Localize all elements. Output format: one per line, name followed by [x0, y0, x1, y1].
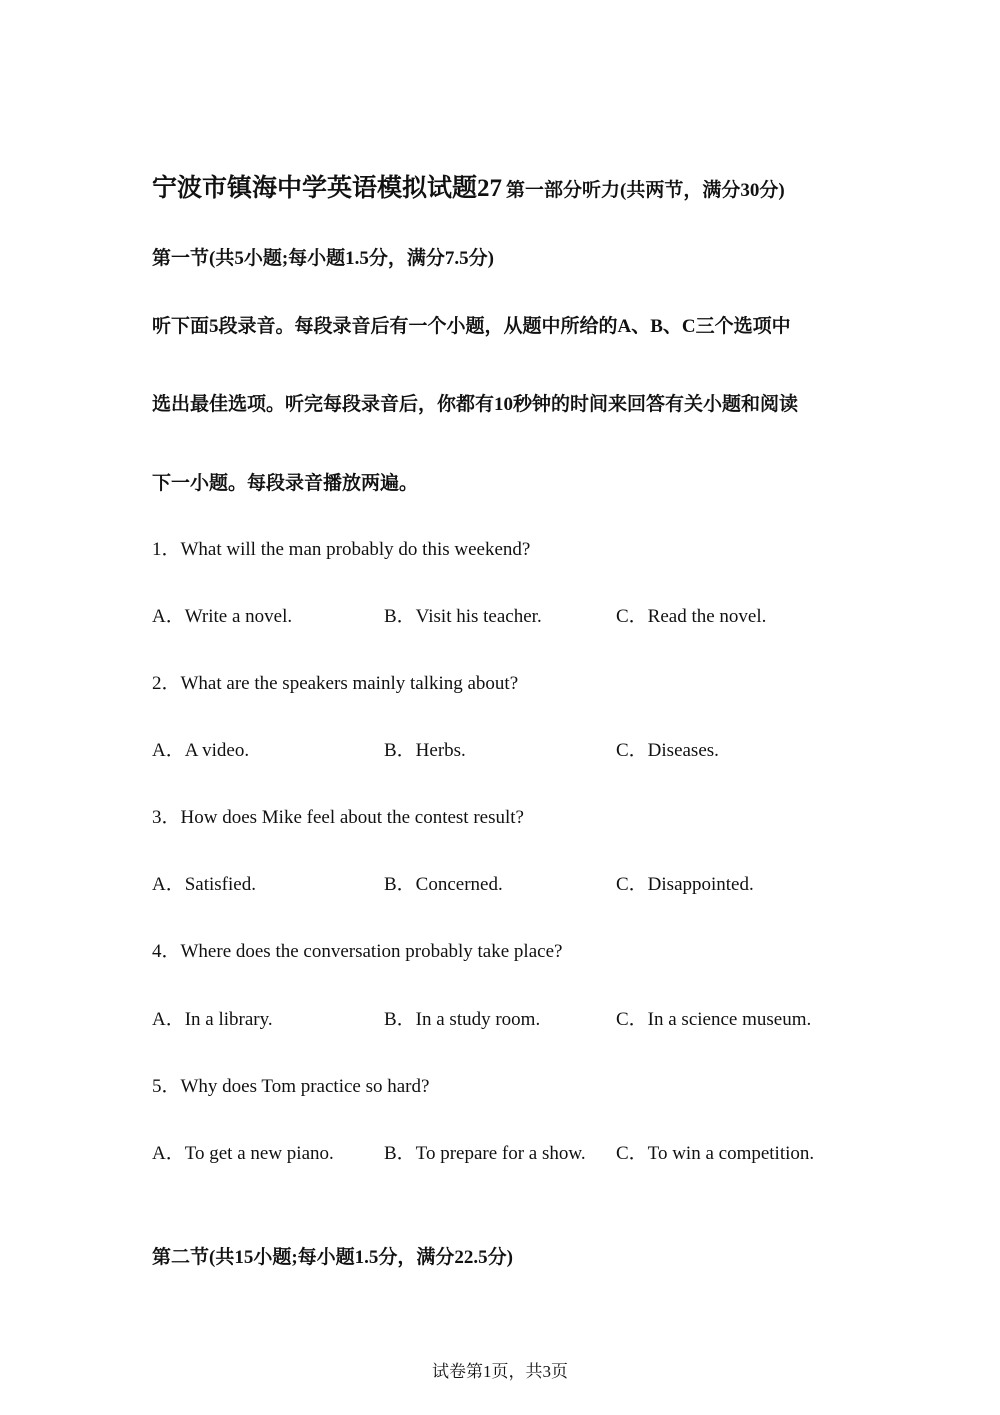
- question-text: 1．What will the man probably do this weekend?: [152, 539, 531, 560]
- section2-heading: 第二节(共15小题;每小题1.5分，满分22.5分): [152, 1247, 513, 1268]
- question-text: 2．What are the speakers mainly talking about?: [152, 673, 519, 694]
- option-b: B．In a study room.: [384, 1009, 541, 1030]
- instruction-line: 选出最佳选项。听完每段录音后，你都有10秒钟的时间来回答有关小题和阅读: [152, 394, 799, 415]
- page-title: 宁波市镇海中学英语模拟试题27: [152, 175, 503, 202]
- option-c: C．Read the novel.: [616, 606, 767, 627]
- option-a: A．In a library.: [152, 1009, 273, 1030]
- option-c: C．Disappointed.: [616, 874, 754, 895]
- option-b: B．Visit his teacher.: [384, 606, 542, 627]
- instruction-line: 下一小题。每段录音播放两遍。: [152, 473, 419, 494]
- option-a: A．A video.: [152, 740, 250, 761]
- question-text: 4．Where does the conversation probably take place?: [152, 941, 563, 962]
- option-c: C．To win a competition.: [616, 1143, 815, 1164]
- option-b: B．Concerned.: [384, 874, 503, 895]
- option-b: B．To prepare for a show.: [384, 1143, 586, 1164]
- option-c: C．Diseases.: [616, 740, 719, 761]
- title-line: [152, 168, 785, 204]
- instruction-line: 听下面5段录音。每段录音后有一个小题，从题中所给的A、B、C三个选项中: [152, 316, 791, 337]
- exam-page: [152, 0, 852, 1415]
- option-b: B．Herbs.: [384, 740, 466, 761]
- part-heading: 第一部分听力(共两节，满分30分): [506, 180, 785, 201]
- page-footer: 试卷第1页，共3页: [432, 1362, 568, 1381]
- option-a: A．Satisfied.: [152, 874, 256, 895]
- section1-heading: 第一节(共5小题;每小题1.5分，满分7.5分): [152, 248, 494, 269]
- question-text: 3．How does Mike feel about the contest result?: [152, 807, 524, 828]
- option-a: A．To get a new piano.: [152, 1143, 334, 1164]
- question-text: 5．Why does Tom practice so hard?: [152, 1076, 430, 1097]
- option-a: A．Write a novel.: [152, 606, 293, 627]
- option-c: C．In a science museum.: [616, 1009, 812, 1030]
